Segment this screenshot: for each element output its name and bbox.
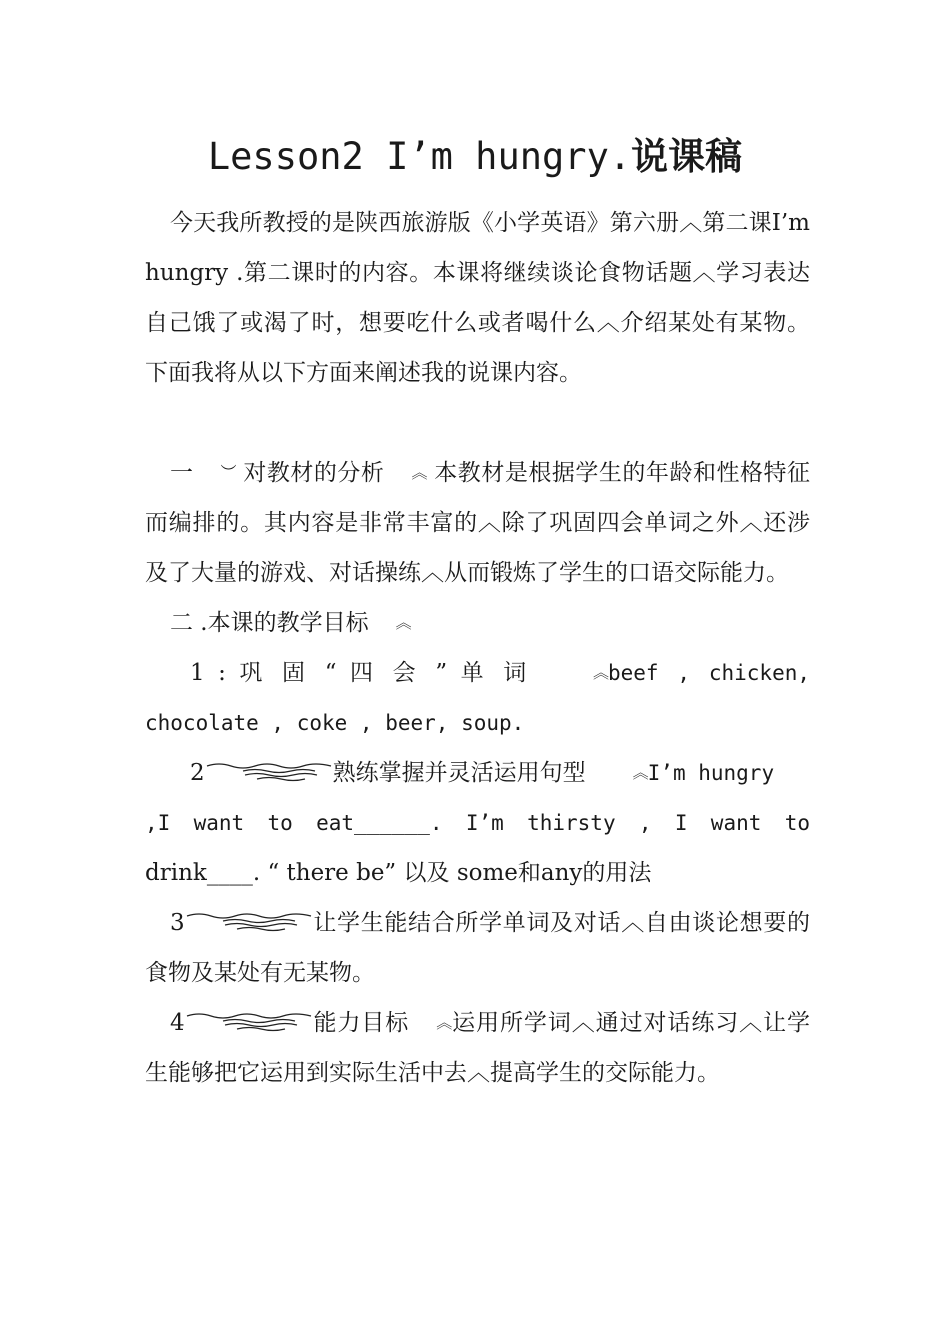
wave-underline-icon [205,760,333,786]
goal-4-text: 能力目标 [312,1010,410,1036]
section-2-title: 二 .本课的教学目标 [170,610,369,636]
goal-1-line-1 [145,648,810,698]
section-2-heading [145,598,810,648]
section-1-mark: ︶ [220,463,234,482]
goal-2-mark: ︽ [632,763,646,782]
goal-1-words-1: beef , chicken, [607,661,810,685]
goal-3-number: 3 [170,910,185,936]
goal-4-rest: 运用所学词︿通过对话练习︿让学生能够把它运用到实际生活中去︿提高学生的交际能力。 [145,1010,811,1086]
goal-2-line-1 [145,748,810,798]
section-1-heading-mark: ︽ [411,463,425,482]
goal-2-text: 熟练掌握并灵活运用句型 [332,760,586,786]
goal-3-text: 让学生能结合所学单词及对话︿自由谈论想要的食物及某处有无某物。 [145,910,810,986]
section-1-number: 一 [170,460,194,486]
section-1-heading: 对教材的分析 [243,460,385,486]
title-latin: Lesson2 I’m hungry. [207,135,632,178]
goal-4-mark: ︽ [436,1013,450,1032]
section-1-text: 本教材是根据学生的年龄和性格特征而编排的。其内容是非常丰富的︿除了巩固四会单词之外︿还涉及了大量的游戏、对话操练︿从而锻炼了学生的口语交际能力。 [145,460,811,586]
wave-underline-icon [185,1010,313,1036]
wave-underline-icon [185,910,313,936]
goal-2-line-3: drink____. “ there be” 以及 some和any的用法 [145,860,652,886]
goal-1-mark: ︽ [592,663,606,682]
goal-1-line-2: chocolate , coke , beer, soup. [145,711,525,735]
goal-2-number: 2 [190,760,205,786]
goal-2-line-2: ,I want to eat______. I’m thirsty , I want to [145,811,810,835]
section-2-mark: ︽ [395,613,409,632]
intro-paragraph: 今天我所教授的是陕西旅游版《小学英语》第六册︿第二课I’m hungry .第二课时的内容。本课将继续谈论食物话题︿学习表达自己饿了或渴了时，想要吃什么或者喝什么︿介绍某处有某物。下面我将从以下方面来阐述我的说课内容。 [145,210,810,386]
goal-4-paragraph [145,998,810,1098]
goal-2-en-1: I’m hungry [647,761,775,785]
document-body [145,198,810,1098]
section-1-paragraph [145,448,810,598]
goal-4-number: 4 [170,1010,185,1036]
goal-3-paragraph [145,898,810,998]
title-cn: 说课稿 [631,135,743,178]
paragraph-gap [145,398,810,448]
goal-1-label: 1 : 巩 固 “ 四 会 ” 单 词 [190,660,533,686]
document-title [0,126,950,180]
